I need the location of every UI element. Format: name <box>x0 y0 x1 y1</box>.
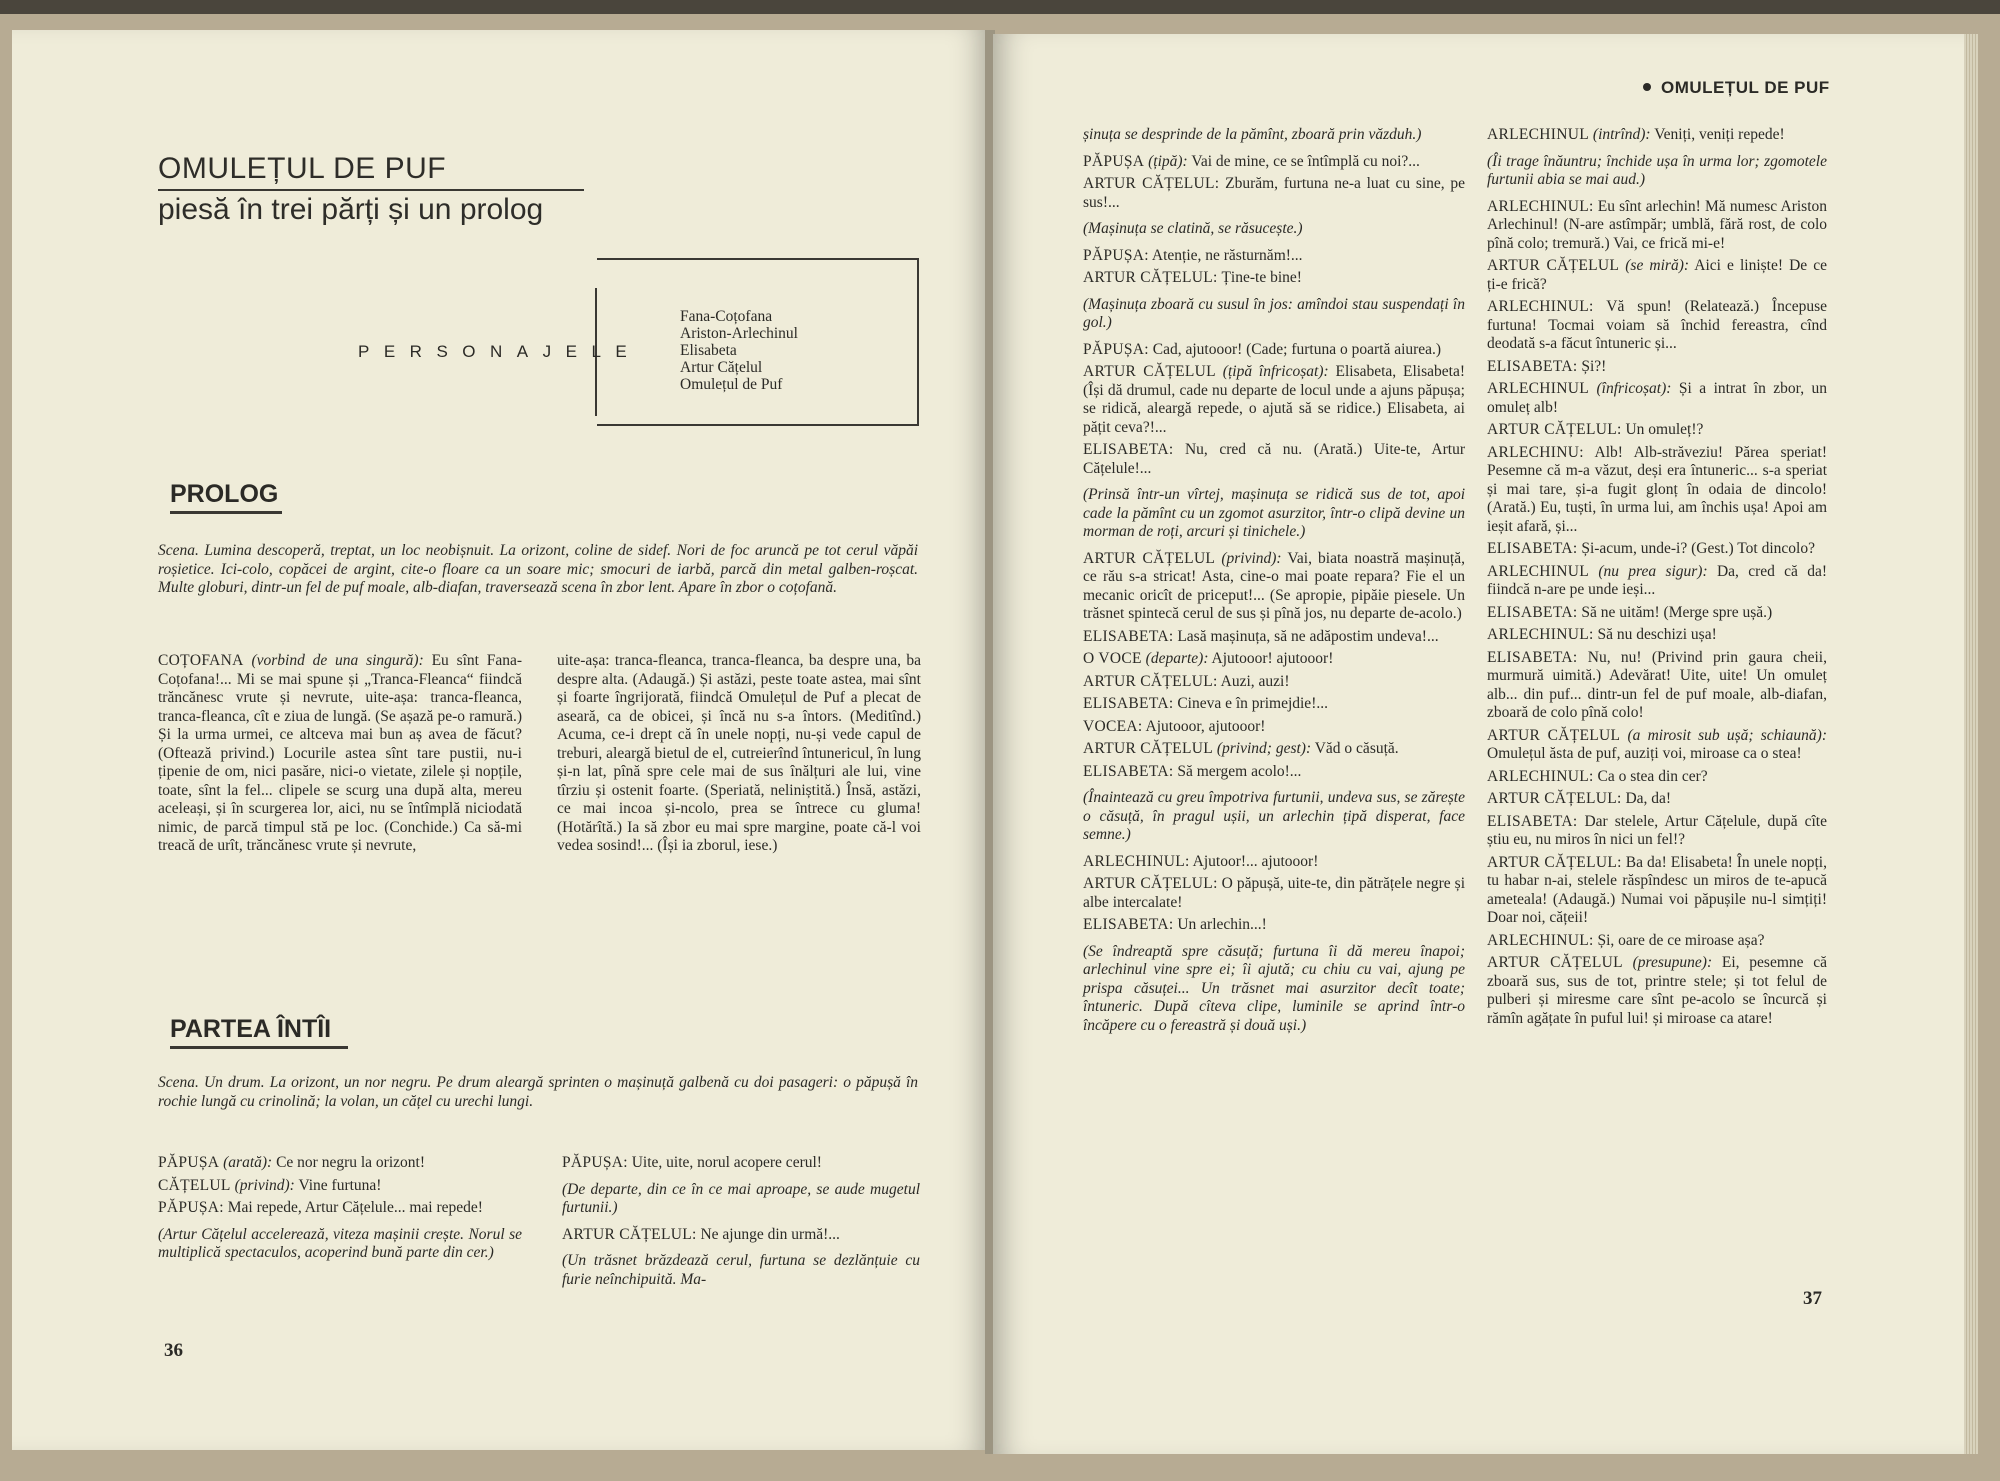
speaker-name: ELISABETA: <box>1083 695 1174 712</box>
page-number: 36 <box>164 1340 183 1361</box>
stage-note: (vorbind de una singură): <box>251 652 424 669</box>
prolog-column-2 <box>557 652 921 860</box>
speaker-name: ARTUR CĂȚELUL: <box>562 1225 697 1243</box>
speaker-name: ELISABETA: <box>1487 540 1578 557</box>
dialogue-text: Veniți, veniți repede! <box>1654 126 1785 143</box>
stage-note: (a mirosit sub ușă; schiaună): <box>1627 726 1828 744</box>
dialogue-text: Atenție, ne răsturnăm!... <box>1151 246 1303 264</box>
prolog-rule <box>170 511 282 514</box>
speaker-name: PĂPUȘA <box>1083 152 1145 170</box>
dialogue-text: Și a intrat în zbor, un omuleț alb! <box>1487 380 1828 416</box>
dialogue-line <box>1083 916 1465 935</box>
speaker-name: ELISABETA: <box>1487 812 1578 830</box>
speaker-name: ARTUR CĂȚELUL <box>1487 257 1620 274</box>
speaker-name: ARLECHINUL <box>1487 562 1590 580</box>
character-name: Fana-Coțofana <box>680 308 773 325</box>
dialogue-text: Vai, biata noastră mașinuță, ce rău s-a stricat! Asta, cine-o mai poate repara? Fie el un mecanic oricît de priceput!... (Se apropie, pipăie piesele. Un trăsnet spintecă cerul de sus și pînă jos, nu departe de-acolo.) <box>1083 549 1465 622</box>
dialogue-line <box>158 1154 522 1173</box>
dialogue-text: uite-așa: tranca-fleanca, tranca-fleanca, ba despre una, ba despre alta. (Adaugă.) Și astăzi, peste toate astea, mai sînt și foarte îngrijorată, fiindcă Omulețul de Puf a plecat de aseară, ca de obicei, și încă nu s-a întors. (Meditînd.) Acuma, ce-i drept că în unele nopți, nu-și vede capul de treburi, aleargă bietul de el, cutreierînd întunericul, în lung și-n lat, pînă spre cele mai de sus înălțuri ale lui, vine tîrziu și ostenit foarte. (Speriată, neliniștită.) Însă, astăzi, ce mai incoa și-ncolo, prea se întrece cu gluma! (Hotărîtă.) Ia să zbor eu mai spre margine, poate că-l voi vedea sosind!... (Își ia zborul, iese.) <box>557 652 921 854</box>
speaker-name: ARLECHINUL: <box>1083 852 1190 870</box>
speaker-name: ELISABETA: <box>1487 357 1578 375</box>
speaker-name: ELISABETA: <box>1083 441 1174 458</box>
characters-label: PERSONAJELE <box>358 342 642 361</box>
part-one-scene-direction: Scena. Un drum. La orizont, un nor negru. Pe drum aleargă sprinten o mașinuță galbenă cu doi pasageri: o păpușă în rochie lungă cu crinolină; la volan, un cățel cu urechi lungi. <box>158 1074 918 1110</box>
dialogue-line <box>1083 673 1465 692</box>
dialogue-text: Eu sînt Fana-Coțofana!... Mi se mai spune și „Tranca-Fleanca“ fiindcă trăncănesc vrute și nevrute, uite-așa: tranca-fleanca, tranca-fleanca, cît e ziua de lungă. (Se așază pe-o ramură.) Și la urma urmei, ce altceva mai bun aș avea de făcut? (Oftează privind.) Locurile astea sînt tare pustii, nu-i țipenie de om, nici pasăre, nici-o vietate, zilele și nopțile, toate, sînt la fel... clipele se scurg una după alta, mereu aceleași, și în scurgerea lor, aici, nu se întîmplă niciodată nimic, de parcă timpul stă pe loc. (Conchide.) Ca să-mi treacă de urît, trăncănesc vrute și nevrute, <box>158 652 523 854</box>
dialogue-line <box>1083 363 1465 437</box>
dialogue-text: O păpușă, uite-te, din pătrățele negre și albe intercalate! <box>1083 875 1465 911</box>
speaker-name: PĂPUȘA: <box>1083 246 1149 264</box>
dialogue-line <box>1487 954 1827 1028</box>
dialogue-text: Ajutooor! ajutooor! <box>1211 650 1334 667</box>
dialogue-line <box>562 1154 920 1173</box>
dialogue-line <box>158 1199 522 1218</box>
stage-note: (arată): <box>223 1154 273 1171</box>
speaker-name: ARLECHINUL: <box>1487 298 1594 315</box>
character-name: Elisabeta <box>680 342 737 359</box>
dialogue-text: Vine furtuna! <box>298 1176 382 1194</box>
left-page <box>12 30 989 1450</box>
part-one-rule <box>170 1046 348 1049</box>
speaker-name: ARLECHINUL: <box>1487 626 1594 643</box>
dialogue-line <box>1487 257 1827 294</box>
dialogue-text: Da, da! <box>1625 790 1672 807</box>
speaker-name: ARTUR CĂȚELUL: <box>1487 853 1622 871</box>
speaker-name: ELISABETA: <box>1487 648 1578 666</box>
title-rule <box>158 189 584 191</box>
dialogue-line <box>1083 175 1465 212</box>
play-subtitle: piesă în trei părți și un prolog <box>158 193 544 226</box>
dialogue-line <box>562 1226 920 1245</box>
running-header-text: OMULEȚUL DE PUF <box>1661 78 1830 97</box>
prolog-scene-direction: Scena. Lumina descoperă, treptat, un loc neobișnuit. La orizont, coline de sidef. Nori de foc aruncă pe tot cerul văpăi roșietice. Ici-colo, copăcei de argint, cite-o floare ca un soare mic; smocuri de iarbă, parcă din metal galben-roșcat. Multe globuri, dintr-un fel de puf moale, alb-diafan, traversează scena în zbor lent. Apare în zbor o coțofană. <box>158 542 918 596</box>
dialogue-line <box>1487 854 1827 928</box>
dialogue-line <box>1083 763 1465 782</box>
speaker-name: ARTUR CĂȚELUL: <box>1083 875 1218 892</box>
speaker-name: ARTUR CĂȚELUL: <box>1083 175 1220 192</box>
stage-direction: șinuța se desprinde de la pămînt, zboară prin văzduh.) <box>1083 126 1422 143</box>
speaker-name: ARTUR CĂȚELUL <box>1083 363 1216 380</box>
stage-note: (privind): <box>1221 549 1282 567</box>
dialogue-line <box>1487 626 1827 645</box>
stage-note: (privind): <box>234 1176 295 1194</box>
dialogue-text: Nu, cred că nu. (Arată.) Uite-te, Artur Cățelule!... <box>1083 441 1466 477</box>
stage-direction: (Se îndreaptă spre căsuță; furtuna îi dă mereu înapoi; arlechinul vine spre ei; îi ajută; cu chiu cu vai, ajung pe prispa căsuței... Un trăsnet mai asurzitor decît toate; întuneric. După cîteva clipe, luminile se aprind într-o încăpere cu o fereastră și două uși.) <box>1083 942 1465 1034</box>
speaker-name: ARTUR CĂȚELUL <box>1083 549 1216 567</box>
dialogue-line <box>1487 790 1827 809</box>
speaker-name: PĂPUȘA: <box>562 1154 628 1171</box>
stage-note: (privind; gest): <box>1216 740 1312 757</box>
character-name: Artur Cățelul <box>680 359 763 376</box>
speaker-name: ARTUR CĂȚELUL <box>1487 726 1621 744</box>
speaker-name: CĂȚELUL <box>158 1176 231 1194</box>
stage-note: (înfricoșat): <box>1596 380 1672 397</box>
stage-note: (presupune): <box>1632 954 1713 971</box>
dialogue-text: Aici e liniște! De ce ți-e frică? <box>1487 257 1828 293</box>
stage-note: (țipă înfricoșat): <box>1222 363 1329 380</box>
dialogue-line <box>1487 932 1827 951</box>
dialogue-text: Da, cred că da! fiindcă n-are pe unde ieși... <box>1487 562 1828 598</box>
dialogue-text: Lasă mașinuța, să ne adăpostim undeva!... <box>1177 627 1439 645</box>
speaker-name: PĂPUȘA: <box>158 1199 224 1216</box>
dialogue-line <box>1083 875 1465 912</box>
dialogue-text: Ține-te bine! <box>1221 269 1302 286</box>
dialogue-line <box>1083 247 1465 266</box>
dialogue-text: Zburăm, furtuna ne-a luat cu sine, pe sus!... <box>1083 175 1465 211</box>
dialogue-text: Un arlechin...! <box>1177 916 1267 933</box>
dialogue-line <box>158 1177 522 1196</box>
dialogue-text: Ca o stea din cer? <box>1597 767 1708 785</box>
speaker-name: ELISABETA: <box>1487 603 1578 621</box>
dialogue-text: Un omuleț!? <box>1625 421 1704 438</box>
stage-direction: (Mașinuța zboară cu susul în jos: amîndoi stau suspendați în gol.) <box>1083 295 1465 331</box>
dialogue-line <box>1083 550 1465 624</box>
speaker-name: ARTUR CĂȚELUL: <box>1487 790 1622 807</box>
stage-note: (departe): <box>1145 650 1209 667</box>
speaker-name: ARLECHINUL: <box>1487 197 1594 215</box>
speaker-name: ELISABETA: <box>1083 762 1174 780</box>
stage-direction: (Artur Cățelul accelerează, viteza mașinii crește. Norul se multiplică spectaculos, acoperind bună parte din cer.) <box>158 1225 522 1261</box>
character-name: Omulețul de Puf <box>680 376 783 393</box>
speaker-name: O VOCE <box>1083 650 1142 667</box>
dialogue-line <box>1083 650 1465 669</box>
part-one-column-2 <box>562 1154 920 1297</box>
characters-list <box>680 308 798 393</box>
dialogue-line <box>1487 358 1827 377</box>
dialogue-text: Ei, pesemne că zboară sus, sus de tot, printre stele; și tot felul de pulberi și miresme care sînt pe-acolo se încurcă și rămîn agățate în puful lui! și miroase ca atare! <box>1487 954 1828 1027</box>
dialogue-text: Și-acum, unde-i? (Gest.) Tot dincolo? <box>1581 540 1815 557</box>
dialogue-line <box>1083 341 1465 360</box>
dialogue-line <box>1487 649 1827 723</box>
dialogue-text: Uite, uite, norul acopere cerul! <box>631 1154 822 1171</box>
dialogue-text: Auzi, auzi! <box>1220 672 1290 690</box>
dialogue-line <box>1083 718 1465 737</box>
dialogue-text: Ajutooor, ajutooor! <box>1145 717 1266 735</box>
dialogue-text: Și?! <box>1581 357 1607 375</box>
dialogue-text: Mai repede, Artur Cățelule... mai repede! <box>227 1199 483 1216</box>
speaker-name: VOCEA: <box>1083 717 1143 735</box>
prolog-heading: PROLOG <box>170 480 279 508</box>
speaker-name: ARLECHINU: <box>1487 443 1584 461</box>
play-title: OMULEȚUL DE PUF <box>158 152 447 185</box>
dialogue-text: Cineva e în primejdie!... <box>1177 695 1328 712</box>
dialogue-line <box>1083 153 1465 172</box>
dialogue-line <box>1487 198 1827 254</box>
dialogue-text: Dar stelele, Artur Cățelule, după cîte știu eu, nu miros în nici un fel!? <box>1487 812 1827 848</box>
stage-note: (nu prea sigur): <box>1598 562 1708 580</box>
running-header <box>1643 78 1830 98</box>
bullet-icon <box>1643 83 1651 91</box>
speaker-name: ARTUR CĂȚELUL: <box>1083 672 1218 690</box>
dialogue-line <box>1083 740 1465 759</box>
dialogue-text: Eu sînt arlechin! Mă numesc Ariston Arlechinul! (N-are astîmpăr; umblă, fără rost, de colo pînă colo; tremură.) Vai, ce frică mi-e! <box>1487 197 1827 252</box>
dialogue-text: Ajutoor!... ajutooor! <box>1192 852 1319 870</box>
dialogue-line <box>1487 768 1827 787</box>
dialogue-line <box>1083 441 1465 478</box>
dialogue-line <box>1083 853 1465 872</box>
dialogue-line <box>1487 380 1827 417</box>
part-one-column-1 <box>158 1154 522 1271</box>
stage-direction: (Un trăsnet brăzdează cerul, furtuna se dezlănțuie cu furie neînchipuită. Ma- <box>562 1252 920 1288</box>
stage-direction: (De departe, din ce în ce mai aproape, se aude mugetul furtunii.) <box>562 1180 920 1216</box>
dialogue-text: Să ne uităm! (Merge spre ușă.) <box>1581 603 1773 621</box>
dialogue-line <box>1487 540 1827 559</box>
dialogue-text: Vai de mine, ce se întîmplă cu noi?... <box>1191 152 1420 170</box>
speaker-name: COȚOFANA <box>158 652 244 669</box>
dialogue-line <box>1487 563 1827 600</box>
stage-direction: (Prinsă într-un vîrtej, mașinuța se ridică sus de tot, apoi cade la pămînt cu un zgomot asurzitor, într-o clipă devine un morman de roți, arcuri și tinichele.) <box>1083 486 1465 540</box>
dialogue-line <box>1487 604 1827 623</box>
dialogue-text: Ce nor negru la orizont! <box>276 1154 426 1171</box>
part-one-heading: PARTEA ÎNTÎI <box>170 1015 332 1043</box>
speaker-name: PĂPUȘA <box>158 1154 220 1171</box>
dialogue-text: Vă spun! (Relatează.) Începuse furtuna! Tocmai voiam să închid fereastra, cînd deodată s-a făcut întuneric și... <box>1487 298 1827 352</box>
speaker-name: ARTUR CĂȚELUL <box>1487 954 1623 971</box>
dialogue-line <box>1083 695 1465 714</box>
dialogue-text: Și, oare de ce miroase așa? <box>1597 931 1765 949</box>
stage-note: (intrînd): <box>1592 126 1651 143</box>
dialogue-text: Nu, nu! (Privind prin gaura cheii, murmură uimită.) Adevărat! Uite, uite! Un omuleț alb... din puf... dintr-un fel de puf moale, alb-diafan, zboară de colo pînă colo! <box>1487 648 1827 721</box>
stage-note: (țipă): <box>1148 152 1188 170</box>
dialogue-line <box>1083 269 1465 288</box>
speaker-name: ARLECHINUL: <box>1487 931 1594 949</box>
dialogue-text: Să nu deschizi ușa! <box>1597 626 1717 643</box>
right-column-1 <box>1083 126 1465 1043</box>
right-page <box>993 34 1978 1454</box>
speaker-name: ARLECHINUL: <box>1487 767 1594 785</box>
dialogue-text: Alb! Alb-străveziu! Părea speriat! Pesemne că m-a văzut, deși era întuneric... s-a speriat și mai tare, și-a fugit glonț în odaia de dincolo! (Arată.) Eu, tuști, în urma lui, am închis ușa! Apoi am ieșit afară, și... <box>1487 443 1827 535</box>
stage-direction: (Mașinuța se clatină, se răsucește.) <box>1083 220 1303 237</box>
dialogue-line <box>1487 727 1827 764</box>
dialogue-text: Să mergem acolo!... <box>1177 762 1302 780</box>
dialogue-line <box>1083 628 1465 647</box>
right-column-2 <box>1487 126 1827 1032</box>
speaker-name: PĂPUȘA: <box>1083 340 1149 358</box>
dialogue-line <box>1487 298 1827 354</box>
prolog-column-1 <box>158 652 522 860</box>
speaker-name: ARTUR CĂȚELUL: <box>1487 421 1622 438</box>
dialogue-line <box>1487 444 1827 537</box>
speaker-name: ARTUR CĂȚELUL <box>1083 740 1213 757</box>
stage-direction: (Îi trage înăuntru; închide ușa în urma lor; zgomotele furtunii abia se mai aud.) <box>1487 152 1827 188</box>
dialogue-line <box>158 652 522 856</box>
stage-note: (se miră): <box>1625 257 1690 274</box>
dialogue-line <box>1487 813 1827 850</box>
character-name: Ariston-Arlechinul <box>680 325 798 342</box>
speaker-name: ELISABETA: <box>1083 916 1174 933</box>
speaker-name: ELISABETA: <box>1083 627 1174 645</box>
dialogue-text: Omulețul ăsta de puf, auziți voi, miroase ca o stea! <box>1487 745 1802 762</box>
dialogue-line <box>1487 126 1827 145</box>
dialogue-text: Ne ajunge din urmă!... <box>700 1225 840 1243</box>
stage-direction: (Înaintează cu greu împotriva furtunii, undeva sus, se zărește o căsuță, în pragul ușii, un arlechin țipă disperat, face semne.) <box>1083 789 1465 843</box>
page-number: 37 <box>1803 1288 1822 1309</box>
dialogue-line <box>1487 421 1827 440</box>
dialogue-text: Cad, ajutooor! (Cade; furtuna o poartă aiurea.) <box>1152 340 1442 358</box>
dialogue-text: Ba da! Elisabeta! În unele nopți, tu habar n-ai, stelele răspîndesc un miros de te-apucă ameteala! (Adaugă.) Numai voi păpușile nu-l simțiți! Doar noi, cățeii! <box>1487 853 1827 926</box>
speaker-name: ARTUR CĂȚELUL: <box>1083 269 1218 286</box>
speaker-name: ARLECHINUL <box>1487 380 1590 397</box>
dialogue-text: Văd o căsuță. <box>1314 740 1399 757</box>
dialogue-text: Elisabeta, Elisabeta! (Își dă drumul, cade nu departe de locul unde a ajuns păpușa; se ridică, aleargă repede, o ajută să se ridice.) Elisabeta, ai pățit ceva?!... <box>1083 363 1465 436</box>
speaker-name: ARLECHINUL <box>1487 126 1590 143</box>
